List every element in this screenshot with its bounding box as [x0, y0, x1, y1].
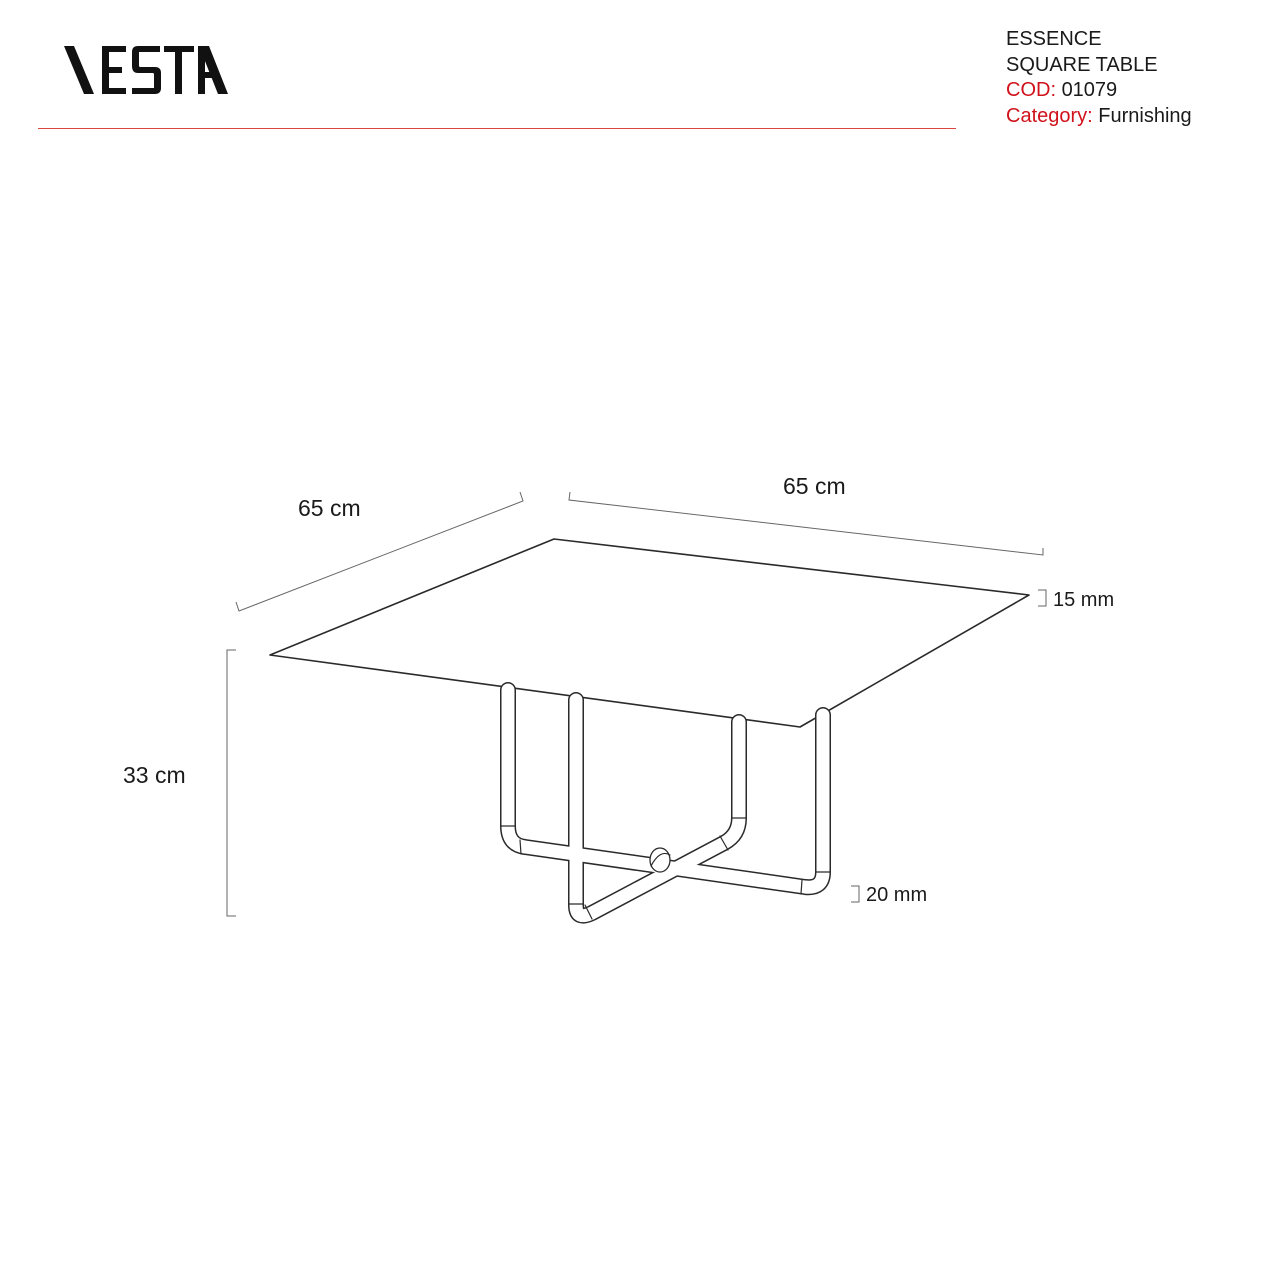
code-value: 01079	[1061, 79, 1118, 101]
thickness-bracket	[1038, 590, 1046, 606]
height-dimension-line	[227, 650, 236, 916]
top-thickness-label: 15 mm	[1053, 589, 1115, 611]
depth-label: 65 cm	[298, 495, 361, 521]
width-label: 65 cm	[783, 473, 846, 499]
category-value: Furnishing	[1098, 104, 1192, 127]
table-top	[270, 539, 1029, 727]
tube-diameter-label: 20 mm	[866, 884, 928, 906]
product-subtitle: SQUARE TABLE	[1006, 53, 1158, 76]
tube-bracket	[851, 886, 859, 902]
width-dimension-line	[569, 492, 1043, 555]
code-label: COD:	[1006, 79, 1056, 101]
category-label: Category:	[1006, 104, 1093, 127]
product-name: ESSENCE	[1006, 28, 1102, 50]
height-label: 33 cm	[123, 762, 186, 788]
